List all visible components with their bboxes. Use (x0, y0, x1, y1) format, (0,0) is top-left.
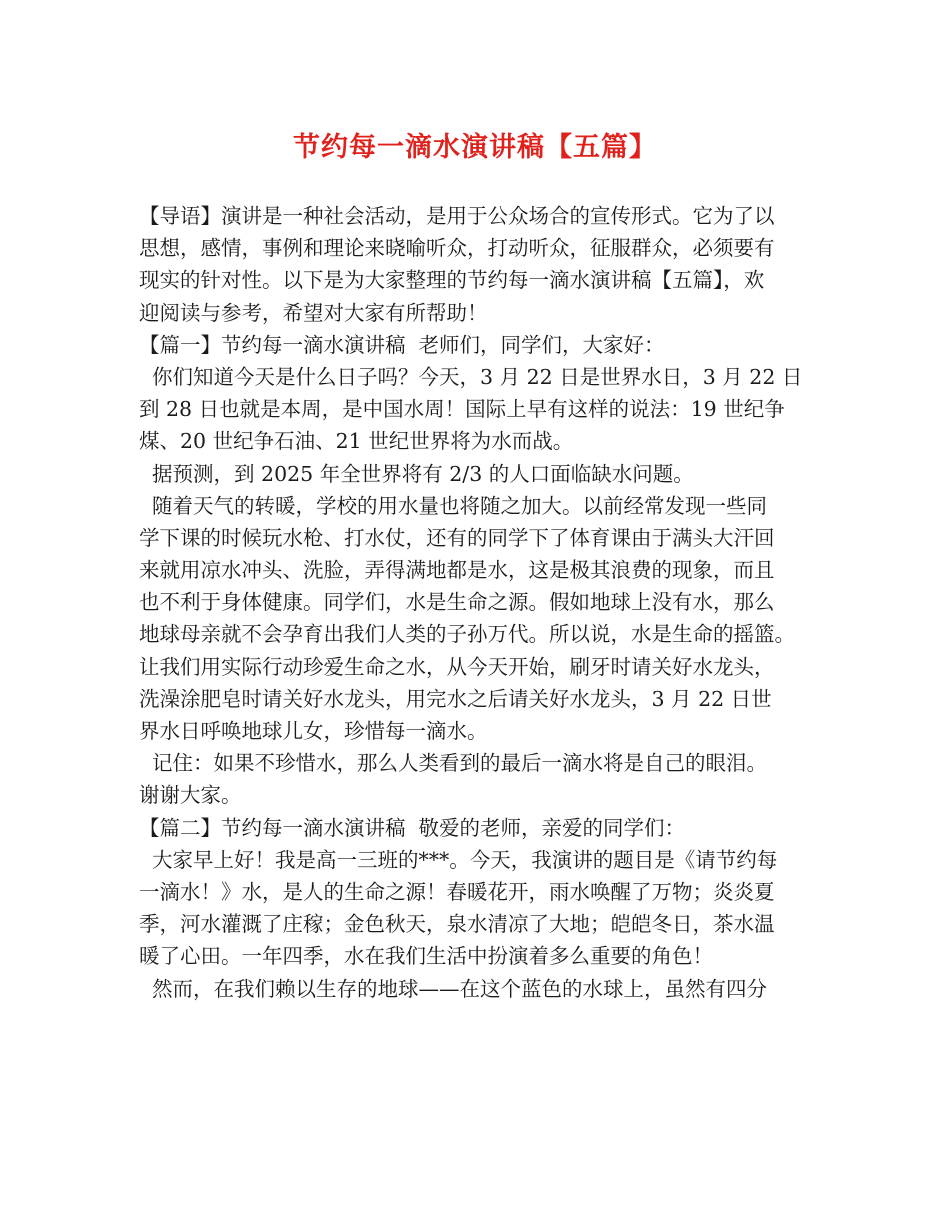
text-line: 也不利于身体健康。同学们，水是生命之源。假如地球上没有水，那么 (139, 590, 775, 615)
text-line: 到 28 日也就是本周，是中国水周！国际上早有这样的说法：19 世纪争 (139, 397, 785, 422)
text-line: 季，河水灌溉了庄稼；金色秋天，泉水清凉了大地；皑皑冬日，茶水温 (139, 912, 775, 937)
text-line: 【篇二】节约每一滴水演讲稿 敬爱的老师，亲爱的同学们： (139, 815, 686, 840)
text-line: 洗澡涂肥皂时请关好水龙头，用完水之后请关好水龙头，3 月 22 日世 (139, 686, 772, 711)
document-title: 节约每一滴水演讲稿【五篇】 (293, 132, 657, 163)
text-line: 暖了心田。一年四季，水在我们生活中扮演着多么重要的角色！ (139, 944, 713, 969)
text-line: 来就用凉水冲头、洗脸，弄得满地都是水，这是极其浪费的现象，而且 (139, 558, 775, 583)
text-line: 一滴水！》水，是人的生命之源！春暖花开，雨水唤醒了万物；炎炎夏 (139, 879, 775, 904)
text-line: 随着天气的转暖，学校的用水量也将随之加大。以前经常发现一些同 (139, 493, 768, 518)
text-line: 大家早上好！我是高一三班的***。今天，我演讲的题目是《请节约每 (139, 847, 778, 872)
document-body (139, 200, 829, 1005)
text-line: 【导语】演讲是一种社会活动，是用于公众场合的宣传形式。它为了以 (139, 204, 775, 228)
text-line: 迎阅读与参考，希望对大家有所帮助！ (139, 300, 488, 325)
text-line: 你们知道今天是什么日子吗？今天，3 月 22 日是世界水日，3 月 22 日 (139, 364, 803, 389)
text-line: 记住：如果不珍惜水，那么人类看到的最后一滴水将是自己的眼泪。 (139, 751, 768, 776)
text-line: 思想，感情，事例和理论来晓喻听众，打动听众，征服群众，必须要有 (139, 236, 775, 261)
text-line: 让我们用实际行动珍爱生命之水，从今天开始，刷牙时请关好水龙头， (139, 654, 775, 679)
text-line: 学下课的时候玩水枪、打水仗，还有的同学下了体育课由于满头大汗回 (139, 525, 775, 550)
text-line: 煤、20 世纪争石油、21 世纪世界将为水而战。 (139, 429, 574, 454)
text-line: 谢谢大家。 (139, 783, 242, 808)
text-line: 现实的针对性。以下是为大家整理的节约每一滴水演讲稿【五篇】，欢 (139, 268, 765, 293)
text-line: 然而，在我们赖以生存的地球——在这个蓝色的水球上，虽然有四分 (139, 976, 768, 1001)
text-line: 【篇一】节约每一滴水演讲稿 老师们，同学们，大家好： (139, 332, 665, 357)
text-line: 地球母亲就不会孕育出我们人类的子孙万代。所以说，水是生命的摇篮。 (139, 622, 795, 647)
text-line: 界水日呼唤地球儿女，珍惜每一滴水。 (139, 719, 488, 743)
text-line: 据预测，到 2025 年全世界将有 2/3 的人口面临缺水问题。 (139, 461, 694, 486)
